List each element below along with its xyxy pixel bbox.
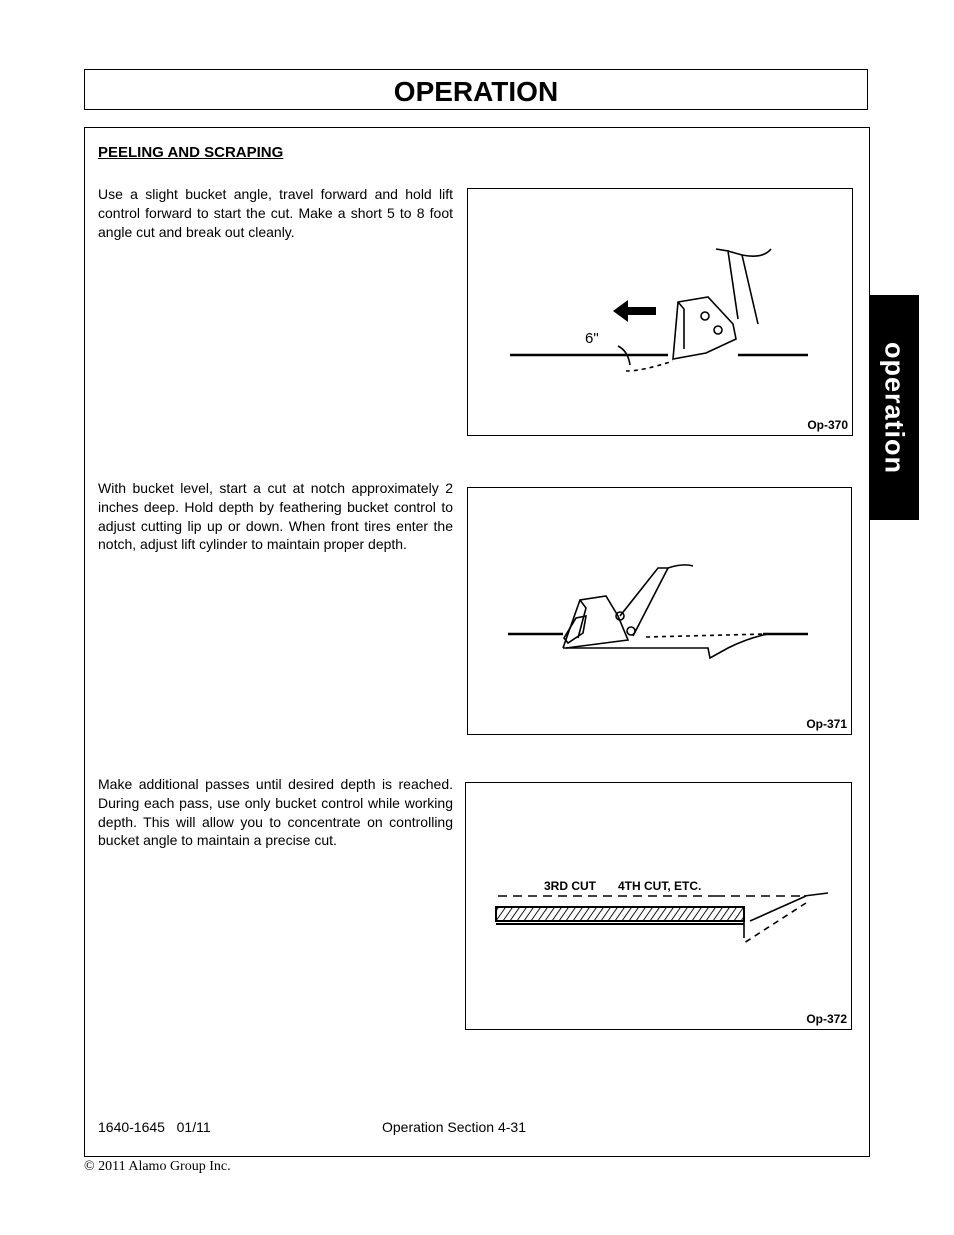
figure-op-371 xyxy=(467,487,852,735)
figure-op-372-third-cut-label: 3RD CUT xyxy=(544,879,597,893)
figure-op-370 xyxy=(467,188,853,436)
figure-op-370-depth-label: 6" xyxy=(585,330,599,347)
side-tab xyxy=(869,295,919,520)
level-cut-illustration xyxy=(468,488,853,736)
footer-section: Operation Section 4-31 xyxy=(382,1119,526,1135)
figure-op-372-code: Op-372 xyxy=(806,1012,847,1026)
paragraph-additional-passes: Make additional passes until desired depth is reached. During each pass, use only bucket control while working depth. This will allow you to concentrate on controlling bucket angle to maintain a precise cut. xyxy=(98,776,453,849)
figure-op-370-code: Op-370 xyxy=(807,418,848,432)
figure-op-371-code: Op-371 xyxy=(806,717,847,731)
section-heading: PEELING AND SCRAPING xyxy=(98,144,284,161)
side-tab-label: operation xyxy=(879,341,910,474)
figure-op-372 xyxy=(465,782,852,1030)
footer-model: 1640-1645 01/11 xyxy=(98,1119,211,1135)
angle-cut-illustration xyxy=(468,189,854,437)
multiple-passes-illustration xyxy=(466,783,853,1031)
paragraph-peeling-start: Use a slight bucket angle, travel forward and hold lift control forward to start the cut. Make a short 5 to 8 foot angle cut and break out cleanly. xyxy=(98,186,453,240)
page-title: OPERATION xyxy=(393,76,559,107)
page-header xyxy=(84,69,868,110)
paragraph-level-cut: With bucket level, start a cut at notch approximately 2 inches deep. Hold depth by feathering bucket control to adjust cutting lip up or down. When front tires enter the notch, adjust lift cylinder to maintain proper depth. xyxy=(98,480,453,553)
figure-op-372-fourth-cut-label: 4TH CUT, ETC. xyxy=(618,879,702,893)
copyright: © 2011 Alamo Group Inc. xyxy=(84,1159,231,1174)
